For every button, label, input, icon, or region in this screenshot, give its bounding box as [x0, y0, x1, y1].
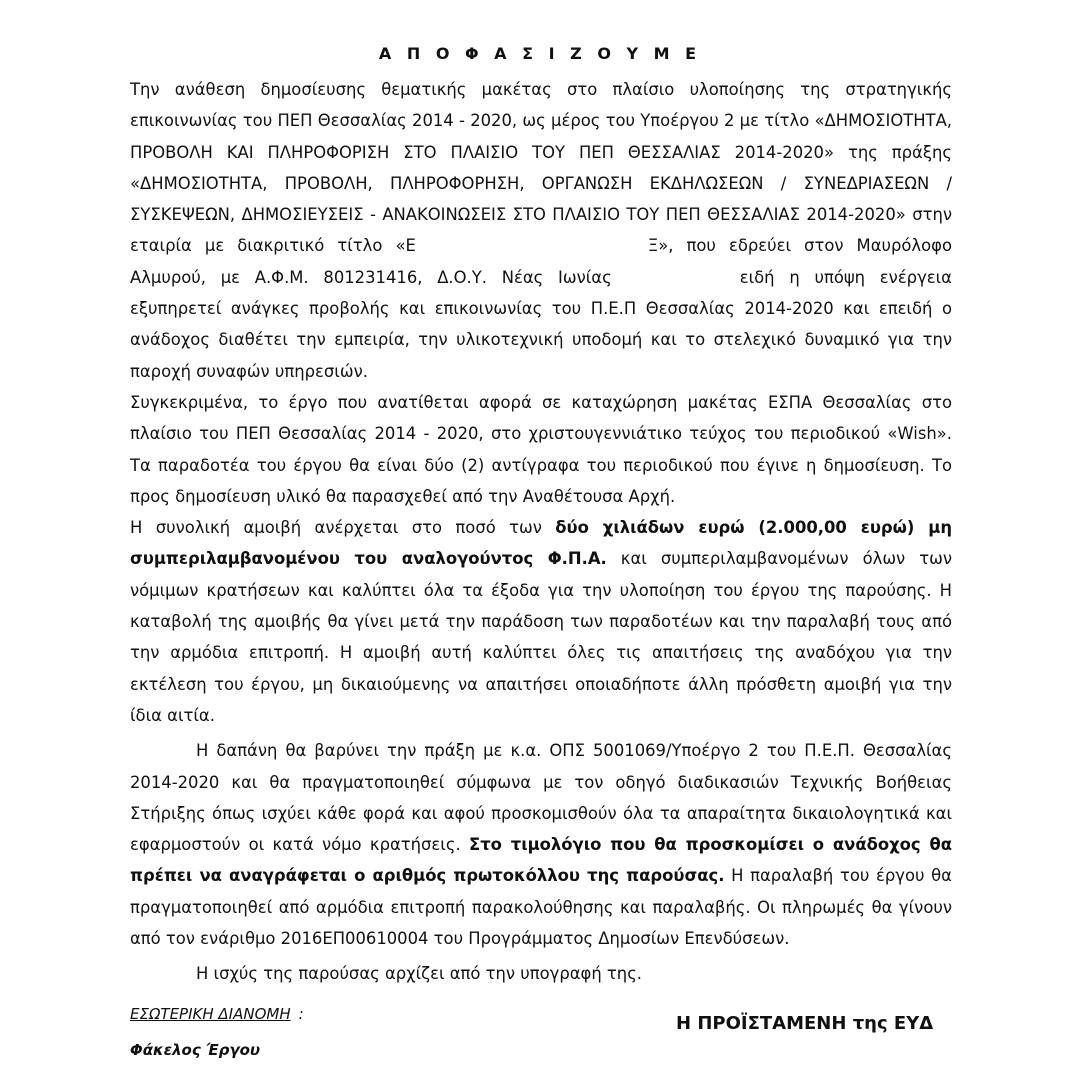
signatory-title: Η ΠΡΟΪΣΤΑΜΕΝΗ της ΕΥΔ: [676, 1013, 934, 1034]
redacted-company-name: [416, 235, 648, 255]
paragraph-expense-part3: Η παραλαβή του έργου θα πραγματοποιηθεί από αρμόδια επιτροπή παρακολούθησης και παραλαβής. Οι πληρωμές θα γίνουν από τον ενάριθμο 2016ΕΠ00610004 του Προγράμματος Δημοσίων Επενδύσεων.: [130, 866, 952, 949]
paragraph-validity: Η ισχύς της παρούσας αρχίζει από την υπογραφή της.: [196, 964, 643, 984]
internal-distribution-text: ΕΣΩΤΕΡΙΚΗ ΔΙΑΝΟΜΗ: [130, 1005, 291, 1023]
paragraph-assignment-part2: Ξ», που εδρεύει στον Μαυρόλοφο Αλμυρού, με Α.Φ.Μ. 801231416, Δ.Ο.Υ. Νέας Ιωνίας: [130, 236, 952, 287]
paragraph-fee-amount: δύο χιλιάδων ευρώ (2.000,00 ευρώ) μη συμπεριλαμβανομένου του αναλογούντος Φ.Π.Α.: [130, 518, 952, 569]
paragraph-specifics: Συγκεκριμένα, το έργο που ανατίθεται αφορά σε καταχώρηση μακέτας ΕΣΠΑ Θεσσαλίας στο πλαίσιο του ΠΕΠ Θεσσαλίας 2014 - 2020, στο χριστουγεννιάτικο τεύχος του περιοδικού «Wish». Τα παραδοτέα του έργου θα είναι δύο (2) αντίγραφα του περιοδικού που έγινε η δημοσίευση. Το προς δημοσίευση υλικό θα παρασχεθεί από την Αναθέτουσα Αρχή.: [130, 392, 952, 506]
paragraph-assignment-part1: Την ανάθεση δημοσίευσης θεματικής μακέτας στο πλαίσιο υλοποίησης της στρατηγικής επικοινωνίας του ΠΕΠ Θεσσαλίας 2014 - 2020, ως μέρος του Υποέργου 2 με τίτλο «ΔΗΜΟΣΙΟΤΗΤΑ, ΠΡΟΒΟΛΗ ΚΑΙ ΠΛΗΡΟΦΟΡΙΣΗ ΣΤΟ ΠΛΑΙΣΙΟ ΤΟΥ ΠΕΠ ΘΕΣΣΑΛΙΑΣ 2014-2020» της πράξης «ΔΗΜΟΣΙΟΤΗΤΑ, ΠΡΟΒΟΛΗ, ΠΛΗΡΟΦΟΡΗΣΗ, ΟΡΓΑΝΩΣΗ ΕΚΔΗΛΩΣΕΩΝ / ΣΥΝΕΔΡΙΑΣΕΩΝ /ΣΥΣΚΕΨΕΩΝ, ΔΗΜΟΣΙΕΥΣΕΙΣ - ΑΝΑΚΟΙΝΩΣΕΙΣ ΣΤΟ ΠΛΑΙΣΙΟ ΤΟΥ ΠΕΠ ΘΕΣΣΑΛΙΑΣ 2014-2020» στην εταιρία με διακριτικό τίτλο «Ε: [130, 80, 952, 256]
redacted-tax-office: [612, 267, 740, 287]
project-folder-label: Φάκελος Έργου: [130, 1041, 261, 1059]
paragraph-fee-part3: και συμπεριλαμβανομένων όλων των νόμιμων κρατήσεων και καλύπτει όλα τα έξοδα για την υλοποίηση του έργου της παρούσης. Η καταβολή της αμοιβής θα γίνει μετά την παράδοση των παραδοτέων και την παραλαβή τους από την αρμόδια επιτροπή. Η αμοιβή αυτή καλύπτει όλες τις απαιτήσεις της αναδόχου για την εκτέλεση του έργου, μη δικαιούμενης να απαιτήσει οποιαδήποτε άλλη πρόσθετη αμοιβή για την ίδια αιτία.: [130, 549, 952, 725]
internal-distribution-label: [130, 1005, 304, 1023]
paragraph-expense-invoice-note: Στο τιμολόγιο που θα προσκομίσει ο ανάδοχος θα πρέπει να αναγράφεται ο αριθμός πρωτοκόλλου της παρούσας.: [130, 835, 952, 886]
paragraph-expense: [130, 735, 952, 954]
internal-distribution-colon: :: [298, 1005, 304, 1023]
paragraph-fee: [130, 512, 952, 731]
document-body: [130, 74, 952, 990]
paragraph-fee-part1: Η συνολική αμοιβή ανέρχεται στο ποσό των: [130, 518, 556, 538]
decision-heading: Α Π Ο Φ Α Σ Ι Ζ Ο Υ Μ Ε: [378, 44, 702, 63]
paragraph-assignment-part3: ειδή η υπόψη ενέργεια εξυπηρετεί ανάγκες προβολής και επικοινωνίας του Π.Ε.Π Θεσσαλίας 2014-2020 και επειδή ο ανάδοχος διαθέτει την εμπειρία, την υλικοτεχνική υποδομή και το στελεχικό δυναμικό για την παροχή συναφών υπηρεσιών.: [130, 267, 952, 381]
paragraph-expense-part1: Η δαπάνη θα βαρύνει την πράξη με κ.α. ΟΠΣ 5001069/Υποέργο 2 του Π.Ε.Π. Θεσσαλίας 2014-2020 και θα πραγματοποιηθεί σύμφωνα με τον οδηγό διαδικασιών Τεχνικής Βοήθειας Στήριξης όπως ισχύει κάθε φορά και αφού προσκομισθούν όλα τα απαραίτητα δικαιολογητικά και εφαρμοστούν οι κατά νόμο κρατήσεις.: [130, 741, 952, 855]
paragraph-assignment: [130, 74, 952, 387]
